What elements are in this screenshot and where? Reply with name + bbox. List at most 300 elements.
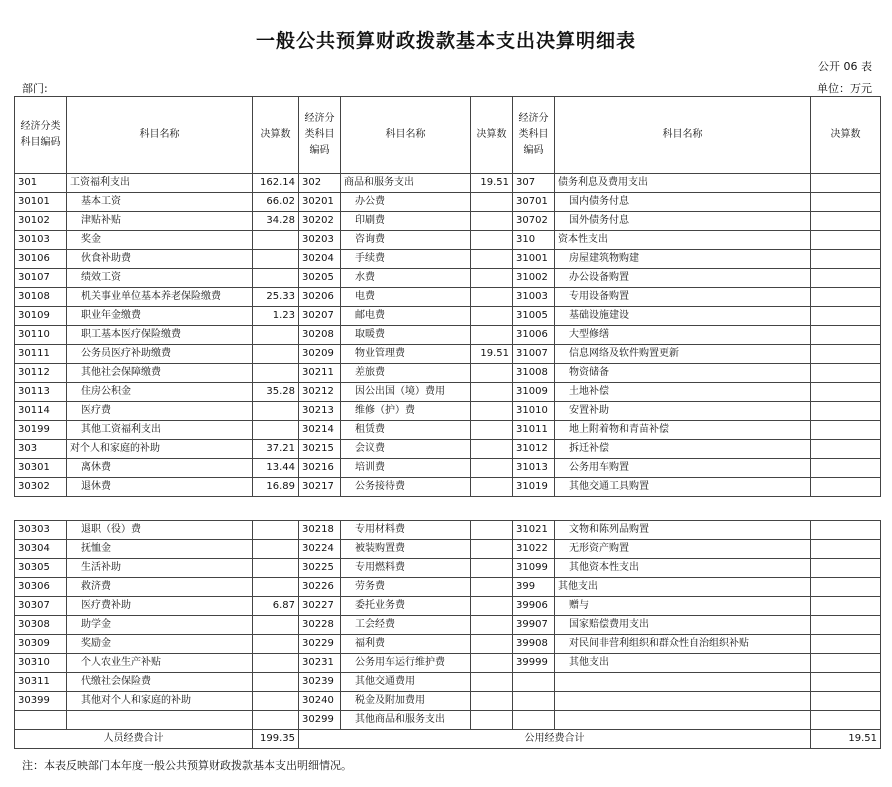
code-cell: 31003 [513, 288, 555, 307]
code-cell: 30305 [15, 559, 67, 578]
name-cell: 维修（护）费 [341, 402, 471, 421]
code-cell: 30108 [15, 288, 67, 307]
code-cell: 30209 [299, 345, 341, 364]
amount-cell [253, 326, 299, 345]
public-total-value: 19.51 [811, 730, 881, 749]
amount-cell: 35.28 [253, 383, 299, 402]
code-cell: 31021 [513, 521, 555, 540]
name-cell: 资本性支出 [555, 231, 811, 250]
name-cell: 拆迁补偿 [555, 440, 811, 459]
table-body-bottom [15, 521, 881, 730]
table-row [15, 364, 881, 383]
amount-cell: 1.23 [253, 307, 299, 326]
name-cell: 住房公积金 [67, 383, 253, 402]
code-cell: 30114 [15, 402, 67, 421]
code-cell [513, 692, 555, 711]
amount-cell [471, 421, 513, 440]
header-code-1: 经济分类科目编码 [15, 97, 67, 174]
expenditure-table-bottom [14, 520, 881, 749]
code-cell: 310 [513, 231, 555, 250]
code-cell: 30203 [299, 231, 341, 250]
amount-cell [811, 521, 881, 540]
code-cell: 30399 [15, 692, 67, 711]
amount-cell [471, 193, 513, 212]
expenditure-table-top [14, 96, 881, 497]
name-cell: 取暖费 [341, 326, 471, 345]
table-row [15, 654, 881, 673]
amount-cell [253, 692, 299, 711]
name-cell: 其他社会保障缴费 [67, 364, 253, 383]
table-row [15, 326, 881, 345]
code-cell: 30214 [299, 421, 341, 440]
name-cell: 差旅费 [341, 364, 471, 383]
code-cell: 30304 [15, 540, 67, 559]
code-cell: 30307 [15, 597, 67, 616]
code-cell: 39907 [513, 616, 555, 635]
code-cell: 39908 [513, 635, 555, 654]
name-cell: 办公费 [341, 193, 471, 212]
amount-cell [811, 269, 881, 288]
amount-cell: 34.28 [253, 212, 299, 231]
name-cell: 专用燃料费 [341, 559, 471, 578]
amount-cell: 6.87 [253, 597, 299, 616]
code-cell: 30107 [15, 269, 67, 288]
name-cell: 其他支出 [555, 654, 811, 673]
table-row [15, 597, 881, 616]
amount-cell [811, 540, 881, 559]
table-row [15, 521, 881, 540]
table-row [15, 288, 881, 307]
amount-cell [811, 364, 881, 383]
amount-cell [471, 616, 513, 635]
name-cell: 电费 [341, 288, 471, 307]
amount-cell [471, 673, 513, 692]
table-row [15, 559, 881, 578]
code-cell: 30206 [299, 288, 341, 307]
code-cell: 31008 [513, 364, 555, 383]
code-cell: 31019 [513, 478, 555, 497]
name-cell: 因公出国（境）费用 [341, 383, 471, 402]
name-cell [555, 692, 811, 711]
amount-cell [253, 364, 299, 383]
table-row [15, 616, 881, 635]
amount-cell [811, 193, 881, 212]
name-cell: 其他资本性支出 [555, 559, 811, 578]
code-cell: 30224 [299, 540, 341, 559]
amount-cell [471, 711, 513, 730]
name-cell: 房屋建筑物购建 [555, 250, 811, 269]
amount-cell [811, 174, 881, 193]
amount-cell [253, 269, 299, 288]
name-cell: 被装购置费 [341, 540, 471, 559]
code-cell: 30102 [15, 212, 67, 231]
name-cell: 医疗费补助 [67, 597, 253, 616]
code-cell: 30225 [299, 559, 341, 578]
amount-cell: 16.89 [253, 478, 299, 497]
header-amount-2: 决算数 [471, 97, 513, 174]
code-cell: 30231 [299, 654, 341, 673]
amount-cell: 19.51 [471, 174, 513, 193]
code-cell: 30101 [15, 193, 67, 212]
amount-cell [253, 616, 299, 635]
name-cell: 印刷费 [341, 212, 471, 231]
amount-cell [253, 250, 299, 269]
amount-cell [811, 673, 881, 692]
amount-cell [471, 692, 513, 711]
name-cell: 津贴补贴 [67, 212, 253, 231]
name-cell: 国外债务付息 [555, 212, 811, 231]
name-cell: 职工基本医疗保险缴费 [67, 326, 253, 345]
code-cell: 31006 [513, 326, 555, 345]
amount-cell: 162.14 [253, 174, 299, 193]
code-cell: 30218 [299, 521, 341, 540]
amount-cell [471, 383, 513, 402]
code-cell: 30217 [299, 478, 341, 497]
amount-cell [811, 307, 881, 326]
code-cell: 301 [15, 174, 67, 193]
amount-cell [471, 250, 513, 269]
name-cell: 公务员医疗补助缴费 [67, 345, 253, 364]
table-row [15, 421, 881, 440]
code-cell: 30310 [15, 654, 67, 673]
code-cell: 399 [513, 578, 555, 597]
code-cell: 30211 [299, 364, 341, 383]
amount-cell [811, 250, 881, 269]
table-row [15, 174, 881, 193]
code-cell: 30111 [15, 345, 67, 364]
amount-cell [811, 578, 881, 597]
name-cell: 邮电费 [341, 307, 471, 326]
table-row [15, 212, 881, 231]
name-cell: 委托业务费 [341, 597, 471, 616]
amount-cell [253, 345, 299, 364]
name-cell: 其他交通工具购置 [555, 478, 811, 497]
amount-cell [811, 326, 881, 345]
table-row [15, 635, 881, 654]
name-cell: 租赁费 [341, 421, 471, 440]
public-total-label: 公用经费合计 [299, 730, 811, 749]
amount-cell [471, 288, 513, 307]
amount-cell [811, 635, 881, 654]
name-cell: 抚恤金 [67, 540, 253, 559]
code-cell: 30301 [15, 459, 67, 478]
code-cell: 30701 [513, 193, 555, 212]
name-cell: 地上附着物和青苗补偿 [555, 421, 811, 440]
amount-cell [471, 307, 513, 326]
amount-cell [253, 559, 299, 578]
name-cell [555, 711, 811, 730]
name-cell: 公务接待费 [341, 478, 471, 497]
amount-cell: 25.33 [253, 288, 299, 307]
name-cell: 劳务费 [341, 578, 471, 597]
code-cell: 31009 [513, 383, 555, 402]
amount-cell [471, 597, 513, 616]
table-row [15, 578, 881, 597]
code-cell: 31007 [513, 345, 555, 364]
name-cell: 基本工资 [67, 193, 253, 212]
table-row [15, 402, 881, 421]
code-cell: 307 [513, 174, 555, 193]
code-cell: 30207 [299, 307, 341, 326]
form-number: 公开 06 表 [818, 60, 872, 73]
name-cell: 债务利息及费用支出 [555, 174, 811, 193]
code-cell [15, 711, 67, 730]
amount-cell [811, 597, 881, 616]
amount-cell: 37.21 [253, 440, 299, 459]
name-cell: 职业年金缴费 [67, 307, 253, 326]
code-cell: 30103 [15, 231, 67, 250]
code-cell: 31002 [513, 269, 555, 288]
amount-cell [811, 654, 881, 673]
amount-cell [253, 521, 299, 540]
name-cell: 咨询费 [341, 231, 471, 250]
name-cell: 工会经费 [341, 616, 471, 635]
amount-cell [253, 654, 299, 673]
name-cell: 培训费 [341, 459, 471, 478]
code-cell: 30204 [299, 250, 341, 269]
code-cell: 39906 [513, 597, 555, 616]
code-cell: 31013 [513, 459, 555, 478]
amount-cell [471, 364, 513, 383]
code-cell: 30240 [299, 692, 341, 711]
name-cell: 其他支出 [555, 578, 811, 597]
amount-cell [253, 673, 299, 692]
amount-cell [811, 711, 881, 730]
name-cell: 伙食补助费 [67, 250, 253, 269]
name-cell: 物资储备 [555, 364, 811, 383]
amount-cell [253, 421, 299, 440]
amount-cell [811, 402, 881, 421]
name-cell: 安置补助 [555, 402, 811, 421]
table-row [15, 269, 881, 288]
code-cell: 30216 [299, 459, 341, 478]
code-cell: 30205 [299, 269, 341, 288]
amount-cell [811, 345, 881, 364]
code-cell: 31099 [513, 559, 555, 578]
code-cell: 30110 [15, 326, 67, 345]
code-cell: 39999 [513, 654, 555, 673]
table-row [15, 440, 881, 459]
name-cell: 个人农业生产补贴 [67, 654, 253, 673]
name-cell: 代缴社会保险费 [67, 673, 253, 692]
personnel-total-label: 人员经费合计 [15, 730, 253, 749]
name-cell: 退职（役）费 [67, 521, 253, 540]
amount-cell [471, 559, 513, 578]
footnote: 注：本表反映部门本年度一般公共预算财政拨款基本支出明细情况。 [22, 759, 352, 772]
name-cell: 物业管理费 [341, 345, 471, 364]
code-cell: 31001 [513, 250, 555, 269]
amount-cell [811, 459, 881, 478]
table-row [15, 459, 881, 478]
code-cell: 30215 [299, 440, 341, 459]
code-cell: 31010 [513, 402, 555, 421]
amount-cell [811, 692, 881, 711]
amount-cell [471, 578, 513, 597]
name-cell: 赠与 [555, 597, 811, 616]
code-cell: 30302 [15, 478, 67, 497]
table-body-top [15, 174, 881, 497]
name-cell: 绩效工资 [67, 269, 253, 288]
code-cell: 302 [299, 174, 341, 193]
code-cell: 30306 [15, 578, 67, 597]
name-cell: 福利费 [341, 635, 471, 654]
name-cell: 专用设备购置 [555, 288, 811, 307]
amount-cell [471, 440, 513, 459]
amount-cell [471, 402, 513, 421]
header-code-2: 经济分类科目编码 [299, 97, 341, 174]
code-cell [513, 711, 555, 730]
code-cell: 30112 [15, 364, 67, 383]
name-cell [67, 711, 253, 730]
amount-cell [811, 559, 881, 578]
code-cell: 30702 [513, 212, 555, 231]
name-cell: 无形资产购置 [555, 540, 811, 559]
name-cell: 生活补助 [67, 559, 253, 578]
amount-cell [471, 326, 513, 345]
unit-label: 单位：万元 [817, 82, 872, 95]
amount-cell [471, 521, 513, 540]
amount-cell: 13.44 [253, 459, 299, 478]
name-cell: 专用材料费 [341, 521, 471, 540]
name-cell: 公务用车购置 [555, 459, 811, 478]
header-amount-3: 决算数 [811, 97, 881, 174]
name-cell: 助学金 [67, 616, 253, 635]
code-cell: 30303 [15, 521, 67, 540]
code-cell: 30311 [15, 673, 67, 692]
name-cell: 退休费 [67, 478, 253, 497]
amount-cell [811, 421, 881, 440]
header-name-1: 科目名称 [67, 97, 253, 174]
amount-cell [811, 212, 881, 231]
table-row [15, 193, 881, 212]
amount-cell [811, 616, 881, 635]
code-cell: 30239 [299, 673, 341, 692]
amount-cell [253, 578, 299, 597]
name-cell: 对民间非营利组织和群众性自治组织补贴 [555, 635, 811, 654]
amount-cell [253, 711, 299, 730]
amount-cell [471, 459, 513, 478]
header-name-2: 科目名称 [341, 97, 471, 174]
code-cell: 30299 [299, 711, 341, 730]
name-cell: 会议费 [341, 440, 471, 459]
amount-cell [471, 231, 513, 250]
amount-cell [253, 231, 299, 250]
amount-cell [471, 654, 513, 673]
name-cell: 其他对个人和家庭的补助 [67, 692, 253, 711]
amount-cell [811, 440, 881, 459]
header-amount-1: 决算数 [253, 97, 299, 174]
table-row [15, 478, 881, 497]
table-row [15, 250, 881, 269]
name-cell: 基础设施建设 [555, 307, 811, 326]
name-cell: 办公设备购置 [555, 269, 811, 288]
name-cell: 国内债务付息 [555, 193, 811, 212]
amount-cell [811, 478, 881, 497]
amount-cell [471, 212, 513, 231]
amount-cell [811, 288, 881, 307]
personnel-total-value: 199.35 [253, 730, 299, 749]
code-cell: 30113 [15, 383, 67, 402]
table-header-row [15, 97, 881, 174]
amount-cell [471, 478, 513, 497]
table-row [15, 673, 881, 692]
code-cell: 30106 [15, 250, 67, 269]
header-code-3: 经济分类科目编码 [513, 97, 555, 174]
amount-cell [471, 540, 513, 559]
code-cell: 31011 [513, 421, 555, 440]
table-row [15, 231, 881, 250]
amount-cell: 66.02 [253, 193, 299, 212]
code-cell: 30227 [299, 597, 341, 616]
name-cell: 救济费 [67, 578, 253, 597]
amount-cell [253, 402, 299, 421]
code-cell [513, 673, 555, 692]
department-label: 部门: [22, 82, 48, 95]
totals-row [15, 730, 881, 749]
amount-cell [471, 635, 513, 654]
name-cell: 信息网络及软件购置更新 [555, 345, 811, 364]
amount-cell [811, 231, 881, 250]
name-cell: 税金及附加费用 [341, 692, 471, 711]
name-cell: 医疗费 [67, 402, 253, 421]
table-row [15, 383, 881, 402]
code-cell: 31012 [513, 440, 555, 459]
name-cell: 奖励金 [67, 635, 253, 654]
name-cell: 水费 [341, 269, 471, 288]
name-cell: 文物和陈列品购置 [555, 521, 811, 540]
name-cell [555, 673, 811, 692]
amount-cell: 19.51 [471, 345, 513, 364]
name-cell: 离休费 [67, 459, 253, 478]
name-cell: 奖金 [67, 231, 253, 250]
amount-cell [253, 635, 299, 654]
amount-cell [471, 269, 513, 288]
code-cell: 30229 [299, 635, 341, 654]
code-cell: 30109 [15, 307, 67, 326]
name-cell: 对个人和家庭的补助 [67, 440, 253, 459]
name-cell: 公务用车运行维护费 [341, 654, 471, 673]
name-cell: 土地补偿 [555, 383, 811, 402]
code-cell: 30226 [299, 578, 341, 597]
name-cell: 其他商品和服务支出 [341, 711, 471, 730]
amount-cell [253, 540, 299, 559]
table-row [15, 711, 881, 730]
header-name-3: 科目名称 [555, 97, 811, 174]
code-cell: 31022 [513, 540, 555, 559]
code-cell: 30201 [299, 193, 341, 212]
code-cell: 30309 [15, 635, 67, 654]
code-cell: 30208 [299, 326, 341, 345]
table-row [15, 307, 881, 326]
name-cell: 机关事业单位基本养老保险缴费 [67, 288, 253, 307]
page-title: 一般公共预算财政拨款基本支出决算明细表 [255, 30, 636, 52]
code-cell: 31005 [513, 307, 555, 326]
name-cell: 商品和服务支出 [341, 174, 471, 193]
code-cell: 303 [15, 440, 67, 459]
amount-cell [811, 383, 881, 402]
table-row [15, 540, 881, 559]
code-cell: 30213 [299, 402, 341, 421]
name-cell: 其他工资福利支出 [67, 421, 253, 440]
code-cell: 30212 [299, 383, 341, 402]
table-row [15, 345, 881, 364]
code-cell: 30199 [15, 421, 67, 440]
table-row [15, 692, 881, 711]
code-cell: 30308 [15, 616, 67, 635]
name-cell: 工资福利支出 [67, 174, 253, 193]
code-cell: 30202 [299, 212, 341, 231]
name-cell: 手续费 [341, 250, 471, 269]
